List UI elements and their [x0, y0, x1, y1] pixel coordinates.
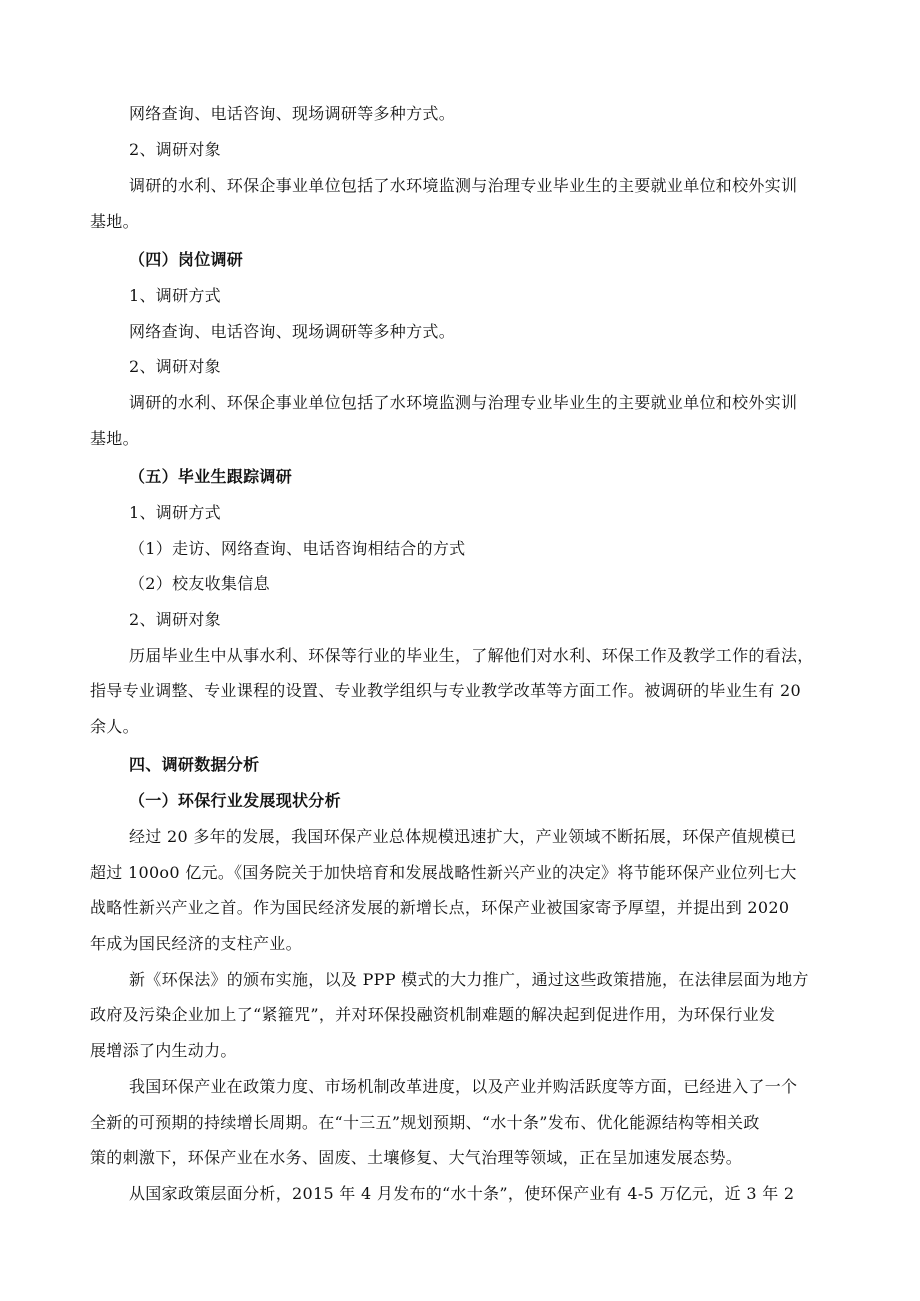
chapter-heading: 四、调研数据分析 [129, 755, 260, 774]
text-line: 历届毕业生中从事水利、环保等行业的毕业生，了解他们对水利、环保工作及教学工作的看法， [129, 646, 814, 665]
text-line: 调研的水利、环保企事业单位包括了水环境监测与治理专业毕业生的主要就业单位和校外实训 [129, 393, 798, 412]
text-line: 基地。 [90, 212, 139, 231]
text-line: （2）校友收集信息 [129, 574, 270, 593]
section-heading: （五）毕业生跟踪调研 [129, 467, 293, 486]
text-line: 超过 100o0 亿元。《国务院关于加快培育和发展战略性新兴产业的决定》将节能环保产业位列七大 [90, 863, 797, 882]
text-line: 1、调研方式 [129, 503, 221, 522]
text-line: 政府及污染企业加上了“紧箍咒”，并对环保投融资机制难题的解决起到促进作用，为环保行业发 [90, 1005, 776, 1024]
text-line: 新《环保法》的颁布实施，以及 PPP 模式的大力推广，通过这些政策措施，在法律层面为地方 [129, 970, 809, 989]
text-line: 经过 20 多年的发展，我国环保产业总体规模迅速扩大，产业领域不断拓展，环保产值规模已 [129, 827, 797, 846]
text-line: 2、调研对象 [129, 140, 221, 159]
text-line: 1、调研方式 [129, 286, 221, 305]
text-line: （1）走访、网络查询、电话咨询相结合的方式 [129, 539, 466, 558]
text-line: 网络查询、电话咨询、现场调研等多种方式。 [129, 322, 456, 341]
text-line: 指导专业调整、专业课程的设置、专业教学组织与专业教学改革等方面工作。被调研的毕业生有 20 [90, 681, 801, 700]
text-line: 从国家政策层面分析，2015 年 4 月发布的“水十条”，使环保产业有 4-5 万亿元，近 3 年 2 [129, 1184, 795, 1203]
section-heading: （一）环保行业发展现状分析 [129, 791, 341, 810]
text-line: 战略性新兴产业之首。作为国民经济发展的新增长点，环保产业被国家寄予厚望，并提出到 2020 [90, 898, 790, 917]
text-line: 我国环保产业在政策力度、市场机制改革进度，以及产业并购活跃度等方面，已经进入了一个 [129, 1077, 798, 1096]
text-line: 2、调研对象 [129, 357, 221, 376]
text-line: 调研的水利、环保企事业单位包括了水环境监测与治理专业毕业生的主要就业单位和校外实训 [129, 176, 798, 195]
text-line: 年成为国民经济的支柱产业。 [90, 934, 302, 953]
text-line: 展增添了内生动力。 [90, 1041, 237, 1060]
text-line: 网络查询、电话咨询、现场调研等多种方式。 [129, 104, 456, 123]
text-line: 基地。 [90, 429, 139, 448]
text-line: 策的刺激下，环保产业在水务、固废、土壤修复、大气治理等领域，正在呈加速发展态势。 [90, 1148, 743, 1167]
text-line: 全新的可预期的持续增长周期。在“十三五”规划预期、“水十条”发布、优化能源结构等相关政 [90, 1113, 760, 1132]
text-line: 余人。 [90, 717, 139, 736]
text-line: 2、调研对象 [129, 610, 221, 629]
section-heading: （四）岗位调研 [129, 250, 244, 269]
